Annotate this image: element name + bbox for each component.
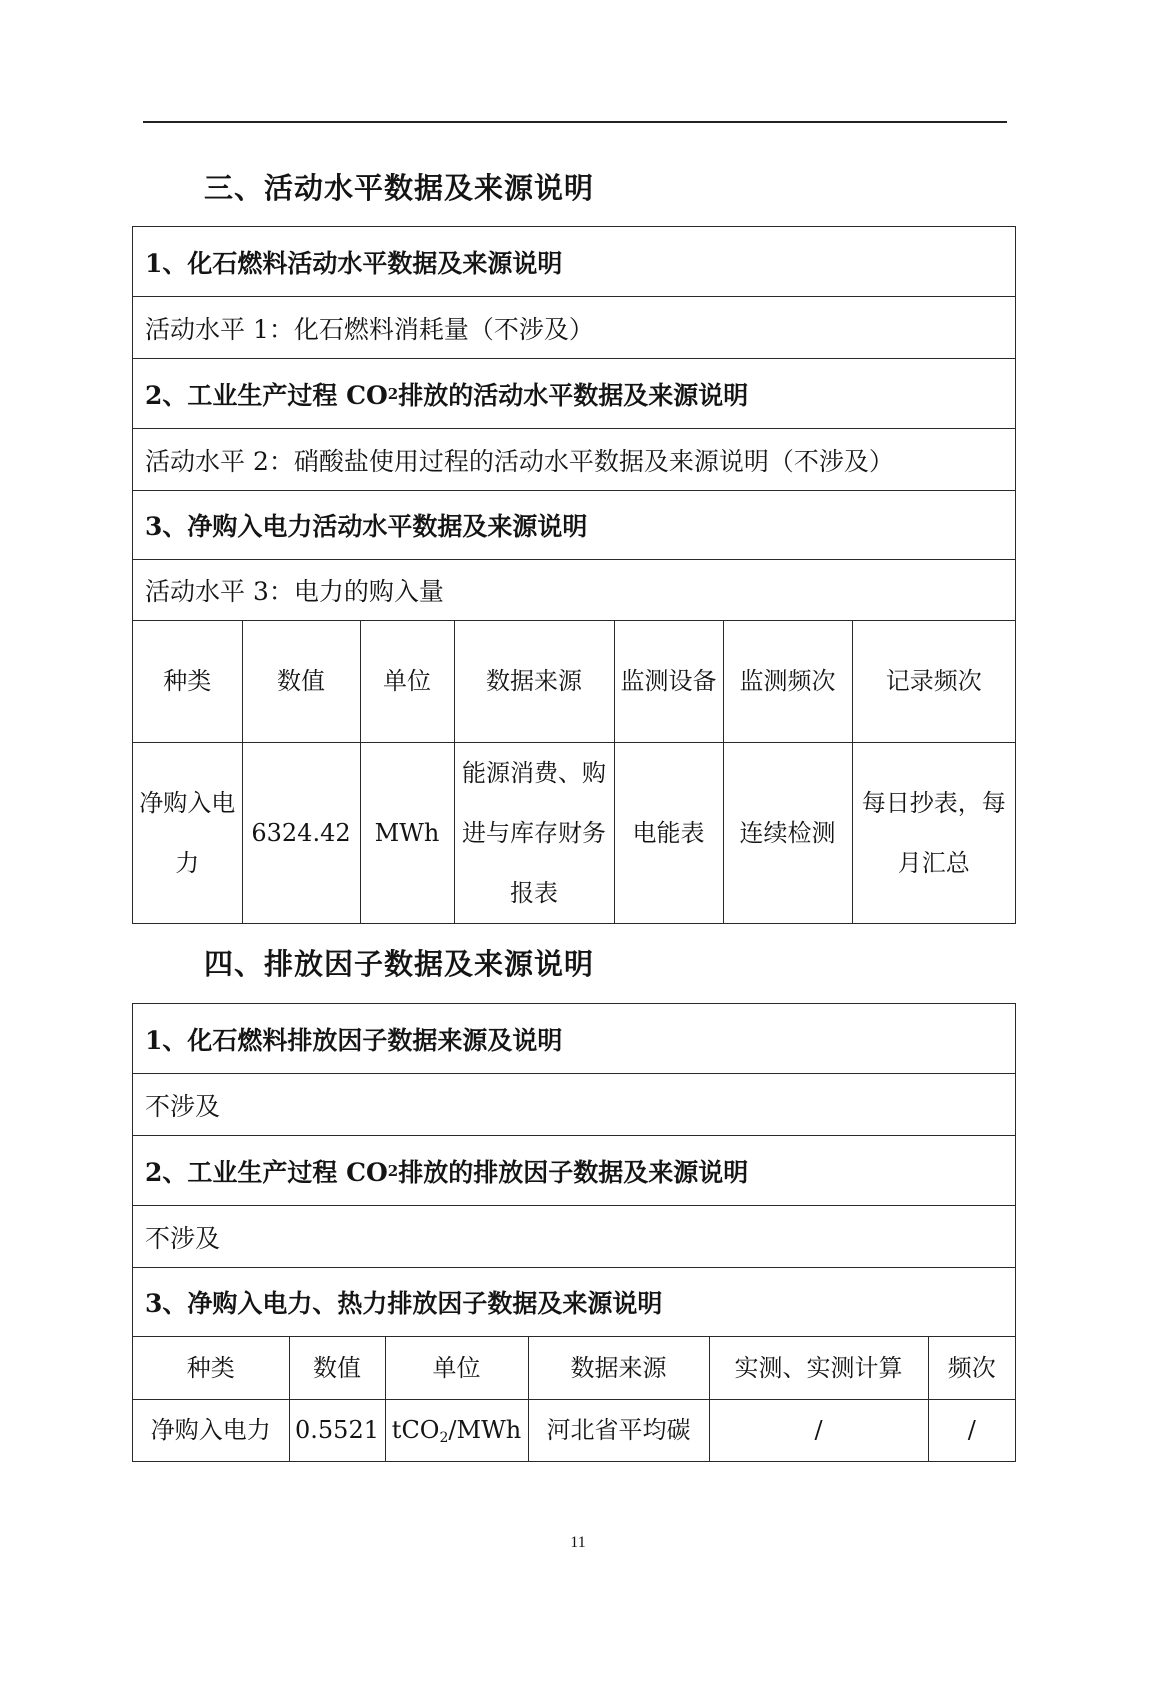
fossil-fuel-activity-title: 1、化石燃料活动水平数据及来源说明 xyxy=(133,227,1015,297)
cell-data-source: 河北省平均碳 xyxy=(528,1399,709,1461)
header-value: 数值 xyxy=(242,621,360,742)
table-row xyxy=(133,742,1015,923)
cell-kind: 净购入电力 xyxy=(133,742,242,923)
header-unit: 单位 xyxy=(360,621,454,742)
header-data-source: 数据来源 xyxy=(454,621,614,742)
cell-monitoring-frequency: 连续检测 xyxy=(723,742,852,923)
industrial-process-factor-title: 2、工业生产过程 CO 2 排放的排放因子数据及来源说明 xyxy=(133,1136,1015,1206)
cell-record-frequency: 每日抄表，每月汇总 xyxy=(852,742,1015,923)
cell-monitoring-device: 电能表 xyxy=(614,742,723,923)
cell-data-source: 能源消费、购进与库存财务报表 xyxy=(454,742,614,923)
header-kind: 种类 xyxy=(133,621,242,742)
electricity-activity-data-table xyxy=(133,621,1015,923)
page-number: 11 xyxy=(570,1534,586,1551)
cell-value: 6324.42 xyxy=(242,742,360,923)
fossil-fuel-factor-note: 不涉及 xyxy=(133,1074,1015,1136)
table-header-row xyxy=(133,1337,1015,1399)
electricity-activity-note: 活动水平 3：电力的购入量 xyxy=(133,560,1015,621)
header-unit: 单位 xyxy=(385,1337,528,1399)
cell-kind: 净购入电力 xyxy=(133,1399,289,1461)
header-data-source: 数据来源 xyxy=(528,1337,709,1399)
cell-unit: MWh xyxy=(360,742,454,923)
header-frequency: 频次 xyxy=(928,1337,1015,1399)
header-measurement: 实测、实测计算 xyxy=(709,1337,928,1399)
industrial-process-factor-note: 不涉及 xyxy=(133,1206,1015,1268)
cell-frequency: / xyxy=(928,1399,1015,1461)
header-rule xyxy=(143,121,1007,123)
activity-level-table xyxy=(132,226,1016,924)
electricity-activity-title: 3、净购入电力活动水平数据及来源说明 xyxy=(133,491,1015,560)
cell-value: 0.5521 xyxy=(289,1399,385,1461)
electricity-heat-factor-title: 3、净购入电力、热力排放因子数据及来源说明 xyxy=(133,1268,1015,1337)
table-header-row xyxy=(133,621,1015,742)
header-monitoring-frequency: 监测频次 xyxy=(723,621,852,742)
emission-factor-table xyxy=(132,1003,1016,1462)
cell-unit: tCO$_2$/MWh xyxy=(385,1399,528,1461)
header-value: 数值 xyxy=(289,1337,385,1399)
industrial-process-activity-title: 2、工业生产过程 CO 2 排放的活动水平数据及来源说明 xyxy=(133,359,1015,429)
fossil-fuel-factor-title: 1、化石燃料排放因子数据来源及说明 xyxy=(133,1004,1015,1074)
header-kind: 种类 xyxy=(133,1337,289,1399)
electricity-factor-data-table xyxy=(133,1337,1015,1461)
header-monitoring-device: 监测设备 xyxy=(614,621,723,742)
table-row xyxy=(133,1399,1015,1461)
nitrate-activity-note: 活动水平 2：硝酸盐使用过程的活动水平数据及来源说明（不涉及） xyxy=(133,429,1015,491)
section4-heading: 四、排放因子数据及来源说明 xyxy=(204,947,595,981)
section3-heading: 三、活动水平数据及来源说明 xyxy=(204,171,595,205)
cell-measurement: / xyxy=(709,1399,928,1461)
header-record-frequency: 记录频次 xyxy=(852,621,1015,742)
fossil-fuel-activity-note: 活动水平 1：化石燃料消耗量（不涉及） xyxy=(133,297,1015,359)
